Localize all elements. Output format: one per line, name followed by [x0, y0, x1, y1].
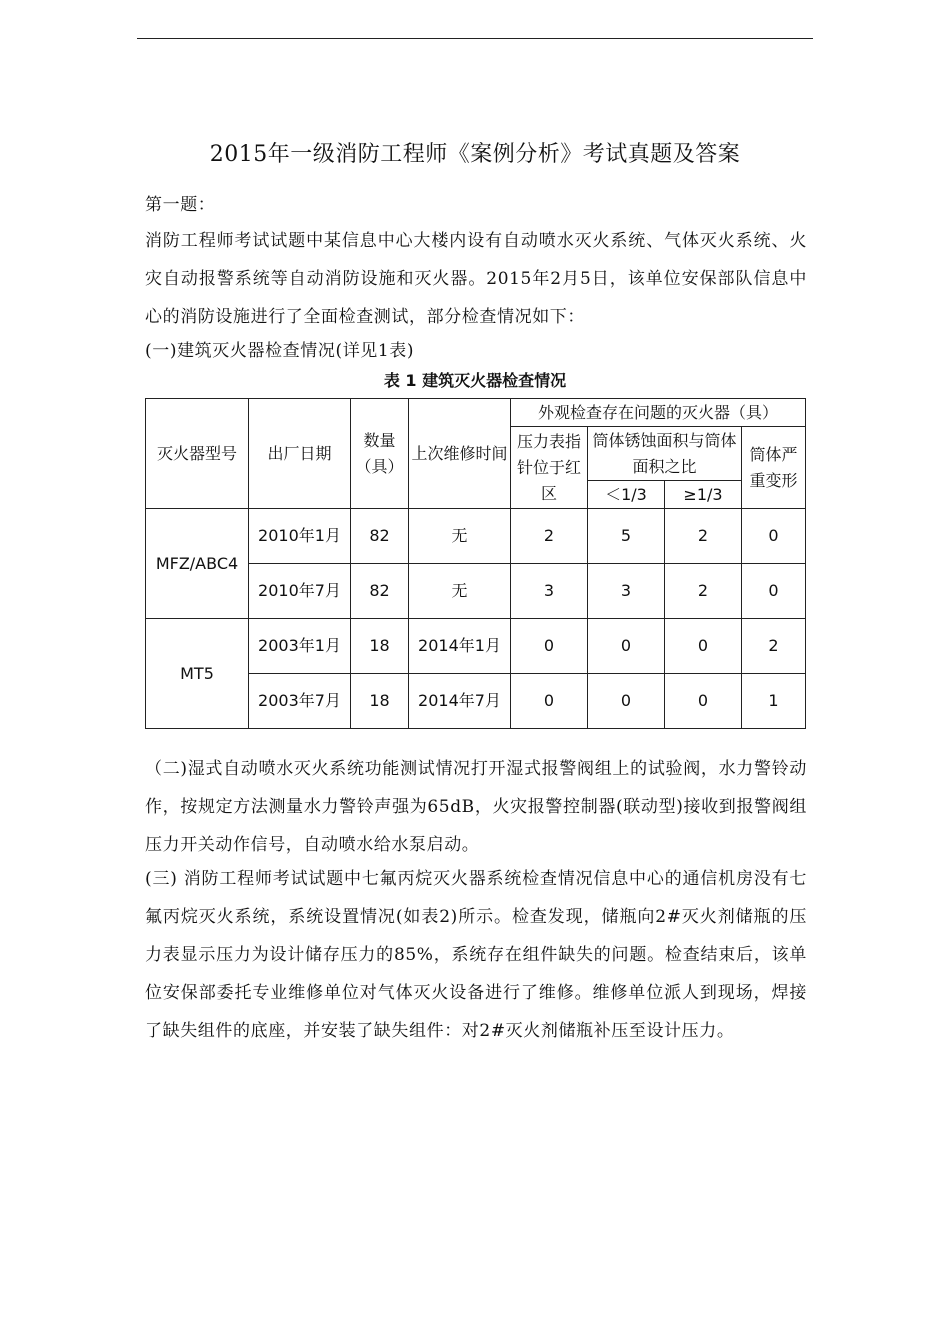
subsection-1-heading: (一)建筑灭火器检查情况(详见1表) [145, 341, 415, 361]
cell-lt-third: 5 [588, 509, 665, 564]
cell-date: 2010年7月 [249, 564, 351, 619]
cell-last-repair: 无 [409, 564, 511, 619]
paragraph-3: (三) 消防工程师考试试题中七氟丙烷灭火器系统检查情况信息中心的通信机房没有七氟丙烷灭火系统，系统设置情况(如表2)所示。检查发现，储瓶向2#灭火剂储瓶的压力表显示压力为设计储存压力的85%，系统存在组件缺失的问题。检查结束后，该单位安保部委托专业维修单位对气体灭火设备进行了维修。维修单位派人到现场，焊接了缺失组件的底座，并安装了缺失组件：对2#灭火剂储瓶补压至设计压力。 [145, 869, 807, 1041]
cell-model: MFZ/ABC4 [146, 509, 249, 619]
header-model: 灭火器型号 [146, 399, 249, 509]
cell-deform: 1 [742, 674, 806, 729]
cell-model: MT5 [146, 619, 249, 729]
intro-paragraph: 消防工程师考试试题中某信息中心大楼内设有自动喷水灭火系统、气体灭火系统、火灾自动报警系统等自动消防设施和灭火器。2015年2月5日，该单位安保部队信息中心的消防设施进行了全面检查测试，部分检查情况如下： [145, 231, 807, 327]
header-date: 出厂日期 [249, 399, 351, 509]
cell-ge-third: 0 [665, 674, 742, 729]
extinguisher-table [145, 398, 806, 729]
table-row [146, 509, 806, 564]
cell-ge-third: 0 [665, 619, 742, 674]
header-deform: 筒体严重变形 [742, 427, 806, 509]
header-qty: 数量（具） [351, 399, 409, 509]
cell-last-repair: 2014年7月 [409, 674, 511, 729]
cell-date: 2010年1月 [249, 509, 351, 564]
cell-lt-third: 0 [588, 674, 665, 729]
cell-qty: 18 [351, 674, 409, 729]
cell-gauge: 3 [511, 564, 588, 619]
cell-qty: 82 [351, 509, 409, 564]
cell-deform: 0 [742, 564, 806, 619]
table-row [146, 619, 806, 674]
cell-ge-third: 2 [665, 564, 742, 619]
cell-gauge: 2 [511, 509, 588, 564]
header-appearance-group: 外观检查存在问题的灭火器（具） [511, 399, 806, 427]
cell-last-repair: 2014年1月 [409, 619, 511, 674]
header-rule [137, 38, 813, 39]
cell-lt-third: 0 [588, 619, 665, 674]
header-corrosion: 筒体锈蚀面积与筒体面积之比 [588, 427, 742, 481]
cell-gauge: 0 [511, 674, 588, 729]
cell-deform: 2 [742, 619, 806, 674]
cell-date: 2003年1月 [249, 619, 351, 674]
cell-date: 2003年7月 [249, 674, 351, 729]
section-heading: 第一题： [145, 195, 216, 215]
header-ge-third: ≥1/3 [665, 481, 742, 509]
cell-gauge: 0 [511, 619, 588, 674]
cell-ge-third: 2 [665, 509, 742, 564]
cell-last-repair: 无 [409, 509, 511, 564]
cell-qty: 82 [351, 564, 409, 619]
header-last-repair: 上次维修时间 [409, 399, 511, 509]
header-lt-third: ＜1/3 [588, 481, 665, 509]
cell-lt-third: 3 [588, 564, 665, 619]
page-title: 2015年一级消防工程师《案例分析》考试真题及答案 [209, 142, 741, 167]
table-caption: 表 1 建筑灭火器检查情况 [383, 371, 567, 390]
paragraph-2: （二)湿式自动喷水灭火系统功能测试情况打开湿式报警阀组上的试验阀，水力警铃动作，按规定方法测量水力警铃声强为65dB，火灾报警控制器(联动型)接收到报警阀组压力开关动作信号，自动喷水给水泵启动。 [145, 759, 807, 855]
header-gauge: 压力表指针位于红区 [511, 427, 588, 509]
cell-deform: 0 [742, 509, 806, 564]
cell-qty: 18 [351, 619, 409, 674]
